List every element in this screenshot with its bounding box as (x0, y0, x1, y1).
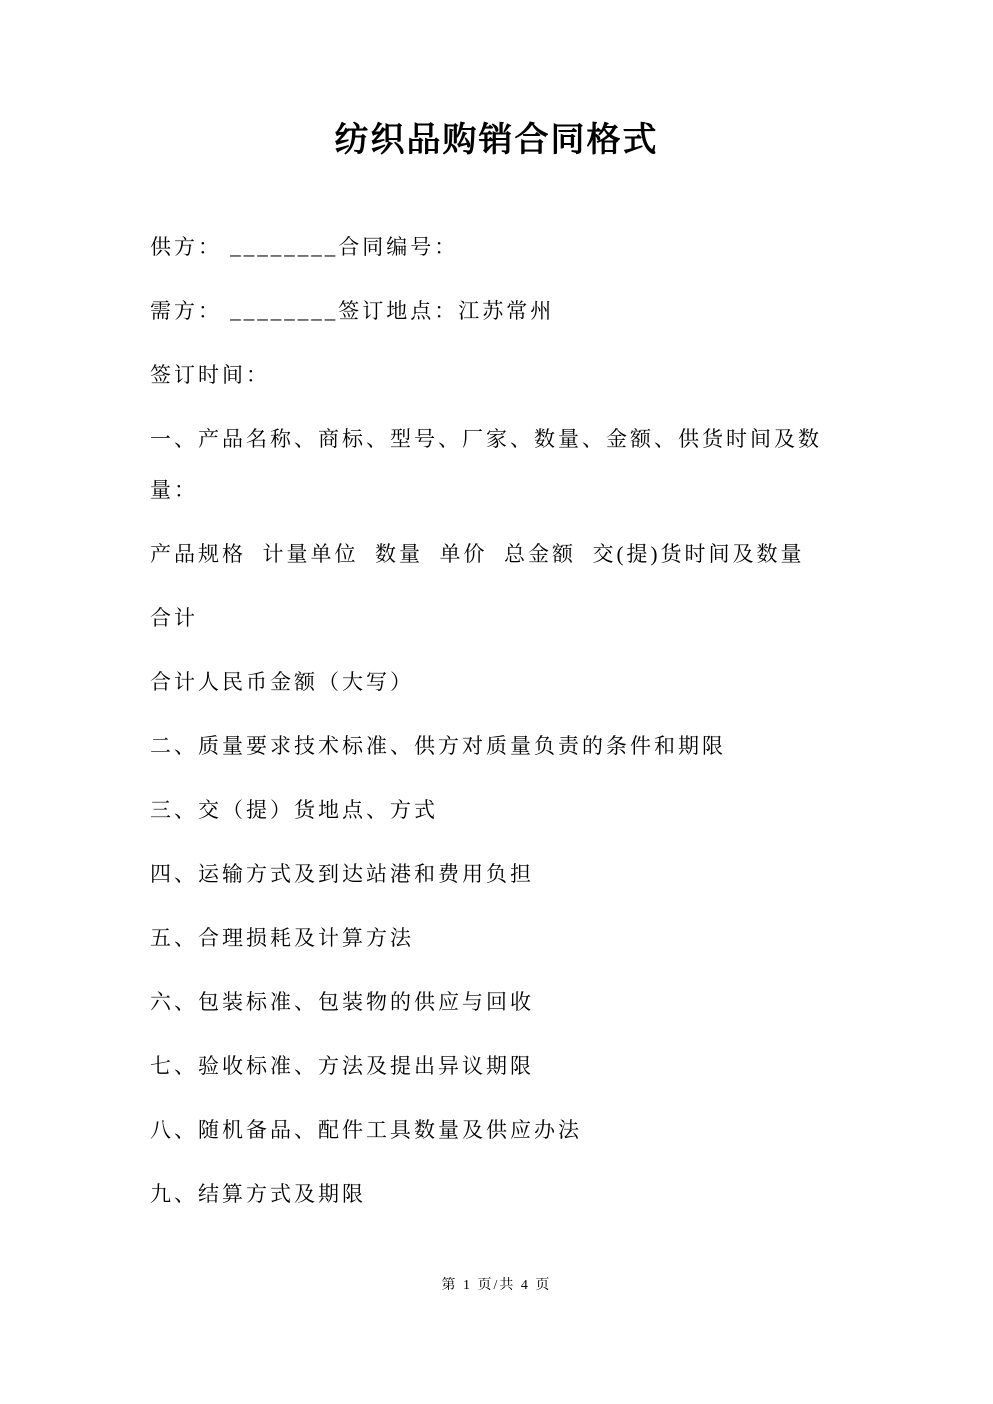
paragraph-clause-9 (150, 1169, 858, 1220)
paragraph-clause-6 (150, 977, 858, 1028)
paragraph-line: 二、质量要求技术标准、供方对质量负责的条件和期限 (150, 734, 726, 758)
paragraph-line: 九、结算方式及期限 (150, 1182, 366, 1206)
paragraph-clause-5 (150, 913, 858, 964)
paragraph-buyer (150, 286, 858, 337)
paragraph-clause-2 (150, 721, 858, 772)
paragraph-supplier (150, 222, 858, 273)
paragraph-line: 需方： ________签订地点：江苏常州 (150, 299, 555, 323)
document-body (150, 222, 858, 1220)
paragraph-signing-time (150, 350, 858, 401)
paragraph-line: 产品规格 计量单位 数量 单价 总金额 交(提)货时间及数量 (150, 542, 805, 566)
page-number-footer: 第 1 页/共 4 页 (441, 1278, 552, 1293)
paragraph-line: 四、运输方式及到达站港和费用负担 (150, 862, 534, 886)
paragraph-total-amount-words (150, 657, 858, 708)
paragraph-clause-8 (150, 1105, 858, 1156)
paragraph-clause-3 (150, 785, 858, 836)
paragraph-line: 五、合理损耗及计算方法 (150, 926, 414, 950)
paragraph-clause-1 (150, 414, 858, 516)
paragraph-clause-4 (150, 849, 858, 900)
paragraph-line: 一、产品名称、商标、型号、厂家、数量、金额、供货时间及数 (150, 427, 822, 451)
paragraph-line: 量： (150, 478, 198, 502)
paragraph-line: 三、交（提）货地点、方式 (150, 798, 438, 822)
paragraph-line: 六、包装标准、包装物的供应与回收 (150, 990, 534, 1014)
document-title: 纺织品购销合同格式 (334, 122, 659, 159)
paragraph-line: 合计 (150, 606, 198, 630)
paragraph-line: 八、随机备品、配件工具数量及供应办法 (150, 1118, 582, 1142)
paragraph-line: 签订时间： (150, 363, 270, 387)
paragraph-total (150, 593, 858, 644)
paragraph-clause-7 (150, 1041, 858, 1092)
paragraph-line: 七、验收标准、方法及提出异议期限 (150, 1054, 534, 1078)
paragraph-line: 供方： ________合同编号： (150, 235, 459, 259)
paragraph-product-spec-header (150, 529, 858, 580)
paragraph-line: 合计人民币金额（大写） (150, 670, 414, 694)
